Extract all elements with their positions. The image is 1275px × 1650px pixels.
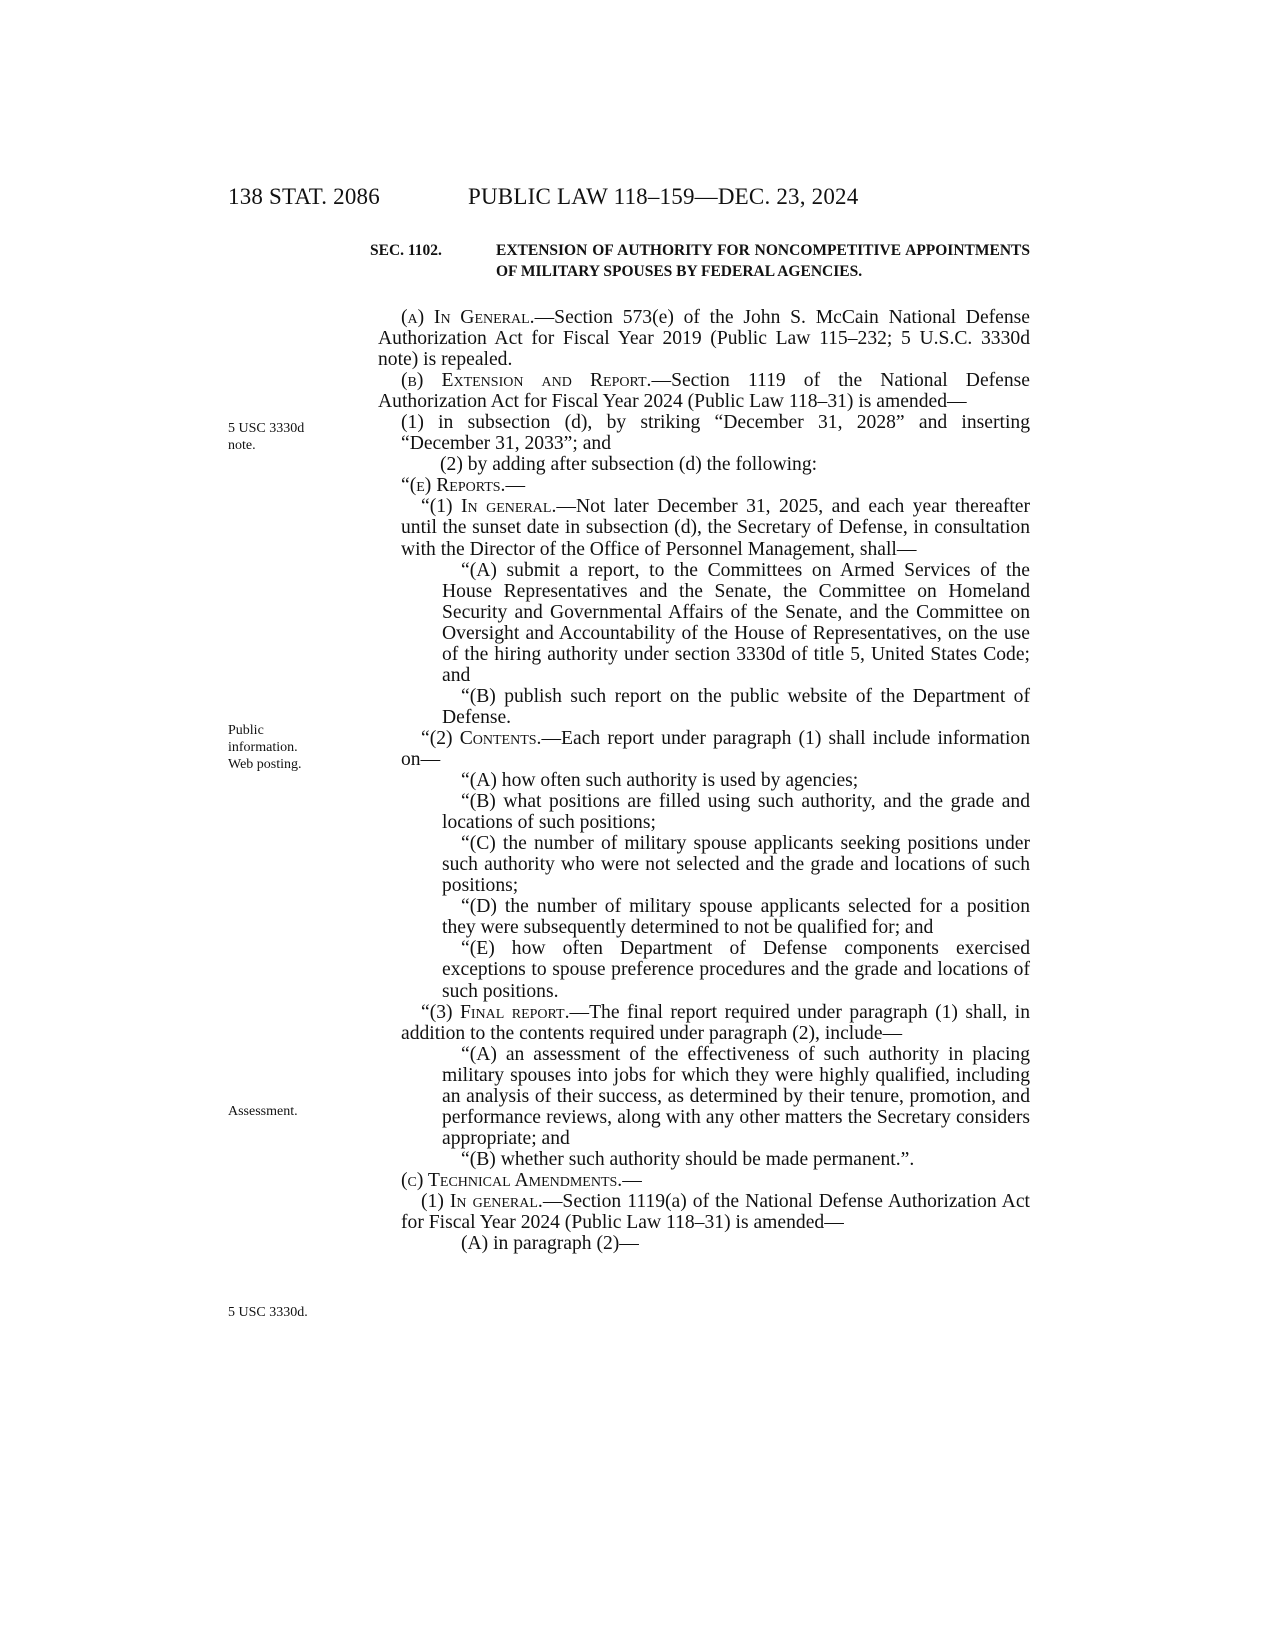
paragraph-b1: (1) in subsection (d), by striking “December 31, 2028” and inserting “December 31, 2033”; and [401, 412, 1030, 455]
paragraph-e3: “(3) Final report.—The final report required under paragraph (1) shall, in addition to the contents required under paragraph (2), include— [401, 1001, 1030, 1044]
document-body [378, 307, 1030, 1254]
section-heading [370, 240, 1030, 282]
paragraph-e1: “(1) In general.—Not later December 31, 2025, and each year thereafter until the sunset date in subsection (d), the Secretary of Defense, in consultation with the Director of the Office of Personnel Management, shall— [401, 496, 1030, 560]
page-header [0, 184, 1275, 216]
paragraph-e2c: “(C) the number of military spouse applicants seeking positions under such authority who were not selected and the grade and locations of such positions; [442, 833, 1030, 897]
paragraph-e2e: “(E) how often Department of Defense components exercised exceptions to spouse preference procedures and the grade and locations of such positions. [442, 938, 1030, 1002]
law-title: PUBLIC LAW 118–159—DEC. 23, 2024 [468, 184, 859, 209]
paragraph-e2d: “(D) the number of military spouse applicants selected for a position they were subsequently determined to not be qualified for; and [442, 896, 1030, 939]
section-title: EXTENSION OF AUTHORITY FOR NONCOMPETITIVE APPOINTMENTS OF MILITARY SPOUSES BY FEDERAL AGENCIES. [496, 242, 1030, 280]
margin-note-usc: 5 USC 3330d. [228, 1305, 308, 1320]
paragraph-e1a: “(A) submit a report, to the Committees on Armed Services of the House Representatives and the Senate, the Committee on Homeland Security and Governmental Affairs of the Senate, and the Committee on Oversight and Accountability of the House of Representatives, on the use of the hiring authority under section 3330d of title 5, United States Code; and [442, 559, 1030, 686]
paragraph-e-heading: “(e) Reports.— [401, 475, 526, 497]
paragraph-b: (b) Extension and Report.—Section 1119 of the National Defense Authorization Act for Fiscal Year 2024 (Public Law 118–31) is amended— [378, 370, 1030, 413]
paragraph-c1a: (A) in paragraph (2)— [461, 1233, 639, 1255]
stat-page-number: 138 STAT. 2086 [228, 184, 380, 209]
paragraph-c-heading: (c) Technical Amendments.— [401, 1169, 642, 1191]
paragraph-e2a: “(A) how often such authority is used by agencies; [461, 770, 859, 792]
paragraph-e3b: “(B) whether such authority should be made permanent.”. [461, 1148, 915, 1170]
paragraph-c1: (1) In general.—Section 1119(a) of the National Defense Authorization Act for Fiscal Year 2024 (Public Law 118–31) is amended— [401, 1190, 1030, 1234]
paragraph-e2b: “(B) what positions are filled using such authority, and the grade and locations of such positions; [442, 791, 1030, 834]
section-number: SEC. 1102. [370, 242, 442, 259]
margin-note-assessment: Assessment. [228, 1104, 298, 1119]
paragraph-e3a: “(A) an assessment of the effectiveness of such authority in placing military spouses into jobs for which they were highly qualified, including an analysis of their success, as determined by their tenure, promotion, and performance reviews, along with any other matters the Secretary considers appropriate; and [442, 1043, 1030, 1149]
margin-note-usc-note: 5 USC 3330d note. [228, 421, 305, 453]
margin-note-public-information: Public information. Web posting. [228, 723, 302, 772]
paragraph-a: (a) In General.—Section 573(e) of the John S. McCain National Defense Authorization Act for Fiscal Year 2019 (Public Law 115–232; 5 U.S.C. 3330d note) is repealed. [378, 307, 1030, 371]
paragraph-e2: “(2) Contents.—Each report under paragraph (1) shall include information on— [401, 727, 1030, 770]
paragraph-e1b: “(B) publish such report on the public website of the Department of Defense. [442, 685, 1030, 728]
paragraph-b2: (2) by adding after subsection (d) the following: [440, 454, 818, 476]
